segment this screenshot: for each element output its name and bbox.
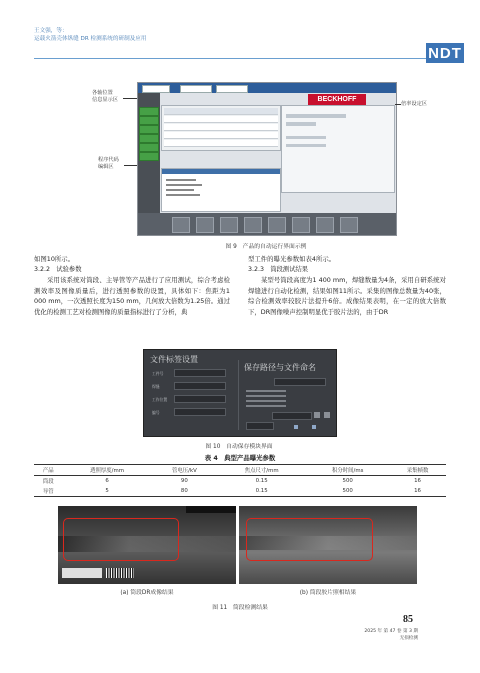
- checkbox-icon: [312, 425, 316, 429]
- table-header-row: [34, 465, 446, 476]
- table-header: 产品: [42, 468, 54, 474]
- journal-info: [330, 628, 418, 642]
- paragraph: 型工件的曝光参数如表4所示。: [248, 255, 336, 263]
- table-cell: 80: [180, 488, 188, 494]
- defect-highlight-box: [63, 518, 179, 561]
- field-label: 焊缝: [152, 384, 160, 389]
- beckhoff-logo: BECKHOFF: [308, 94, 366, 105]
- axis-button: [139, 125, 159, 134]
- axis-button: [139, 116, 159, 125]
- left-column: [34, 254, 230, 318]
- section-heading: 3.2.2 试验参数: [34, 265, 82, 273]
- folder-icon: [324, 412, 330, 418]
- defect-highlight-box: [246, 518, 373, 561]
- function-key: [244, 217, 262, 233]
- function-key: [268, 217, 286, 233]
- header-rule: [34, 58, 426, 59]
- function-key: [220, 217, 238, 233]
- table-header: 积分时间/ms: [331, 468, 364, 474]
- save-path-title: 保存路径与文件命名: [244, 363, 316, 372]
- code-editor-panel: [161, 168, 281, 212]
- screenshot-titlebar: [138, 83, 396, 93]
- field-label: 编号: [152, 410, 160, 415]
- table-row: [34, 486, 446, 497]
- screenshot-tab: [180, 85, 212, 93]
- paragraph: 如图10所示。: [34, 255, 75, 263]
- callout-line: [395, 104, 401, 105]
- table-header: 管电压/kV: [171, 468, 197, 474]
- table-cell: 500: [342, 488, 353, 494]
- callout-line: [124, 165, 137, 166]
- figure-9-caption: 图 9 产品的自动运行界面示例: [225, 244, 307, 250]
- journal-name: 无损检测: [399, 636, 418, 641]
- screenshot-tab: [142, 85, 170, 93]
- naming-input: [272, 412, 312, 420]
- table-header: 透照厚度/mm: [90, 468, 124, 474]
- axis-button: [139, 143, 159, 152]
- function-key: [340, 217, 358, 233]
- field-input: [174, 382, 226, 390]
- table-4: [34, 464, 446, 497]
- table-cell: 0.15: [255, 488, 268, 494]
- table-cell: 500: [342, 478, 353, 484]
- figure-11-caption: 图 11 筒段检测结果: [212, 605, 268, 611]
- paragraph: 某型号筒段高度为1 400 mm，焊缝数量为4条，采用自研系统对焊缝进行自动化检测，结果如图11所示。采集的图像总数量为40张，综合检测效率较胶片法提升6倍。成像结果表明，在一定的放大倍数下，DR图像噪声控制明显优于胶片法的，由于DR: [248, 276, 446, 316]
- field-label: 工件号: [152, 371, 164, 376]
- figure-9-screenshot: [137, 82, 397, 236]
- field-input: [174, 395, 226, 403]
- running-header: [34, 27, 146, 43]
- field-label: 工作位置: [152, 397, 168, 402]
- table-4-title: 表 4 典型产品曝光参数: [204, 454, 276, 462]
- path-input: [274, 378, 326, 386]
- function-key: [316, 217, 334, 233]
- journal-issue: 2025 年 第 47 卷 第 3 期: [364, 629, 418, 634]
- checkbox-icon: [294, 425, 298, 429]
- callout-code-editor: 程序代码 编辑区: [98, 157, 119, 170]
- screenshot-tab: [216, 85, 248, 93]
- paragraph: 采用该系统对筒段、主导管等产品进行了应用测试，综合考虑检测效率及图像质量后，进行透照参数的设置，具体如下：焦距为1 000 mm，一次透照长度为150 mm，几何放大倍数为1.25倍。通过优化的检测工艺对检测图像的质量指标进行了分析，典: [34, 276, 230, 316]
- field-input: [174, 408, 226, 416]
- table-cell: 筒段: [42, 479, 54, 485]
- journal-logo: NDT: [426, 43, 464, 63]
- field-input: [174, 369, 226, 377]
- section-heading: 3.2.3 筒段测试结果: [248, 265, 309, 273]
- table-header: 焦点尺寸/mm: [244, 468, 279, 474]
- save-icon: [314, 412, 320, 418]
- override-panel: [281, 105, 395, 193]
- function-key: [292, 217, 310, 233]
- axis-button: [139, 134, 159, 143]
- table-cell: 导管: [42, 489, 54, 495]
- header-authors: 王文强，等：: [34, 28, 68, 34]
- page-number: 85: [403, 614, 413, 625]
- figure-10-screenshot: [143, 349, 337, 437]
- subfigure-label-a: (a) 筒段DR成像结果: [120, 590, 174, 596]
- table-cell: 6: [105, 478, 109, 484]
- function-key: [172, 217, 190, 233]
- table-cell: 0.15: [255, 478, 268, 484]
- callout-line: [123, 98, 137, 99]
- table-cell: 5: [105, 488, 109, 494]
- callout-override: 倍率设定区: [401, 101, 427, 107]
- table-cell: 16: [414, 488, 421, 494]
- table-cell: 90: [180, 478, 188, 484]
- table-row: [34, 476, 446, 487]
- right-column: [248, 254, 446, 318]
- axis-button: [139, 107, 159, 116]
- callout-axis-display: 各轴位置 信息显示区: [92, 90, 118, 103]
- path-input: [246, 422, 274, 430]
- table-cell: 16: [414, 478, 421, 484]
- function-key: [196, 217, 214, 233]
- figure-10-caption: 图 10 自动保存模块界面: [205, 444, 273, 450]
- file-label-title: 文件标签设置: [150, 355, 198, 364]
- subfigure-label-b: (b) 筒段胶片照相结果: [299, 590, 357, 596]
- table-header: 采集帧数: [406, 468, 429, 474]
- header-title: 运载火箭壳体纵缝 DR 检测系统的研制及应用: [34, 36, 147, 42]
- axis-position-panel: [161, 105, 281, 151]
- axis-button: [139, 152, 159, 161]
